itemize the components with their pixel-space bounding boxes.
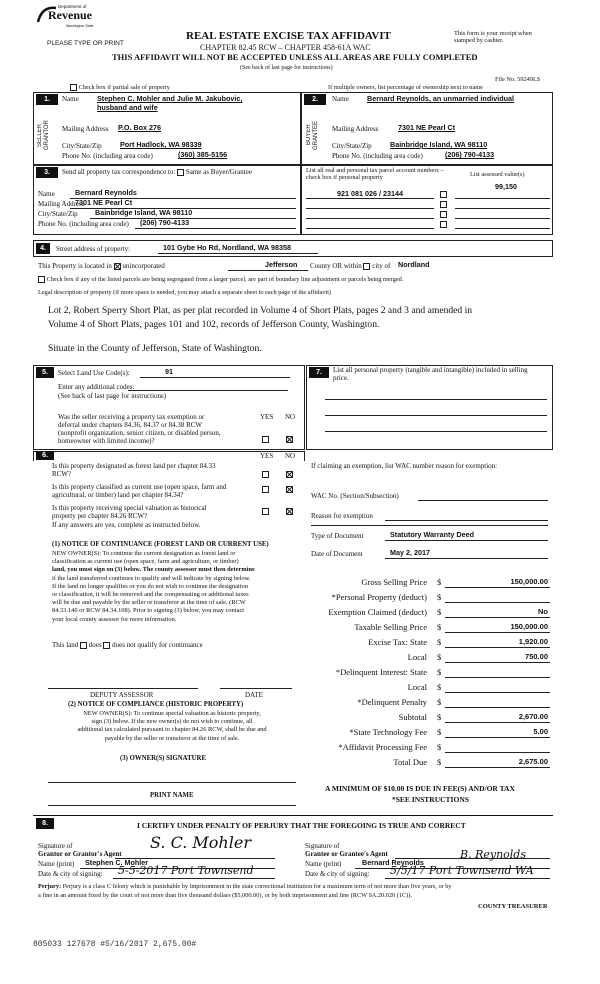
notice1-body: NEW OWNER(S): To continue the current designation as forest land or classification as current use (open space, farm and agriculture, or timber) land, you must sign on (3) below. The county assessor must then determine if the land transferred continues to qualify and will indicate by signing below. If the land no longer qualifies or you do not wish to continue the designation or classification, it will be removed and the compensating or additional taxes will be due and payable by the seller or transferor at the time of sale. (RCW 84.33.140 or RCW 84.34.108). Prior to signing (3) below, you may contact your local county assessor for more information. [52, 550, 255, 623]
segregated-line: Check box if any of the listed parcels are being segregated from a larger parcel, are part of boundary line adjustment or parcels being merged. [38, 276, 403, 283]
tax-exemption-value[interactable]: No [538, 607, 548, 616]
doc-date[interactable]: May 2, 2017 [390, 548, 430, 557]
tax-gross-label: Gross Selling Price [361, 577, 427, 587]
doc-type[interactable]: Statutory Warranty Deed [390, 530, 475, 539]
parcel-number[interactable]: 921 081 026 / 23144 [337, 189, 403, 198]
dollar-sign: $ [437, 667, 442, 677]
dollar-sign: $ [437, 697, 442, 707]
tax-penalty-label: *Delinquent Penalty [357, 697, 427, 707]
notice1-title: (1) NOTICE OF CONTINUANCE (FOREST LAND OR CURRENT USE) [52, 541, 269, 548]
date-label: DATE [245, 691, 263, 699]
tax-line [445, 737, 550, 738]
deputy-assessor-label: DEPUTY ASSESSOR [90, 691, 154, 699]
tax-tech-value[interactable]: 5.00 [533, 727, 548, 736]
exemption-q2: deferral under chapters 84.36, 84.37 or 84.38 RCW [58, 421, 203, 429]
doc-date-label: Date of Document [311, 550, 363, 558]
forest-yes-checkbox[interactable] [262, 471, 269, 478]
dollar-sign: $ [437, 622, 442, 632]
current-use-qb: agricultural, or timber) land per chapter 84.34? [52, 491, 184, 499]
seller-name-label: Name [62, 95, 79, 103]
seller-mail[interactable]: P.O. Box 276 [118, 123, 162, 132]
notice2-body: NEW OWNER(S): To continue special valuation as historic property, sign (3) below. If the new owner(s) do not wish to continue, all additional tax calculated pursuant to chapter 84.26 RCW, shall be due and payable by the seller or transferor at the time of sale. [77, 710, 267, 742]
same-as-buyer-checkbox[interactable] [177, 169, 184, 176]
grantor-name-label: Name (print) [38, 860, 75, 868]
land-use-see-back: (See back of last page for instructions) [58, 392, 167, 400]
assessed-value[interactable]: 99,150 [495, 182, 517, 191]
segregated-checkbox[interactable] [38, 276, 45, 283]
historic-yes-checkbox[interactable] [262, 508, 269, 515]
parcel-checkbox-1[interactable] [440, 191, 447, 198]
tax-line [445, 647, 550, 648]
dollar-sign: $ [437, 637, 442, 647]
tax-line [445, 662, 550, 663]
buyer-vertical-label: BUYER GRANTEE [306, 120, 319, 150]
corr-mail[interactable]: 7301 NE Pearl Ct [75, 198, 133, 207]
section-1-number: 1. [36, 94, 58, 105]
dollar-sign: $ [437, 652, 442, 662]
buyer-name[interactable]: Bernard Reynolds, an unmarried individual [367, 94, 514, 103]
personal-prop-label-1: List all personal property (tangible and intangible) included in selling [333, 366, 528, 374]
forest-q1: Is this property designated as forest land per chapter 84.33 [52, 462, 216, 470]
seller-name-2[interactable]: husband and wife [97, 103, 158, 112]
tax-line [445, 602, 550, 603]
tax-taxable-value[interactable]: 150,000.00 [510, 622, 548, 631]
multiple-owners-note: If multiple owners, list percentage of ownership next to name [328, 84, 483, 91]
seller-phone-label: Phone No. (including area code) [62, 152, 153, 160]
street-address[interactable]: 101 Gybe Ho Rd, Nordland, WA 98358 [163, 243, 291, 252]
city-line: County OR within city of [310, 262, 391, 270]
located-line: This Property is located in unincorporated [38, 262, 165, 270]
notice2-title: (2) NOTICE OF COMPLIANCE (HISTORIC PROPERTY) [68, 701, 244, 708]
partial-sale-checkbox[interactable] [70, 84, 77, 91]
wac-label: WAC No. (Section/Subsection) [311, 492, 399, 500]
forest-no-checkbox[interactable] [286, 471, 293, 478]
grantor-sig-label-1: Signature of [38, 842, 73, 850]
grantor-signature[interactable]: S. C. Mohler [150, 833, 251, 852]
exemption-q1: Was the seller receiving a property tax exemption or [58, 413, 205, 421]
logo-dept: Department of [58, 4, 87, 9]
dollar-sign: $ [437, 577, 442, 587]
tax-tech-label: *State Technology Fee [349, 727, 427, 737]
correspondence-label: Send all property tax correspondence to: Same as Buyer/Grantee [62, 168, 252, 176]
grantee-label: Grantee or Grantee's Agent [305, 850, 388, 858]
corr-city-label: City/State/Zip [38, 210, 78, 218]
grantee-date-label: Date & city of signing: [305, 870, 370, 878]
dollar-sign: $ [437, 727, 442, 737]
legal-description-1: Lot 2, Robert Sperry Short Plat, as per plat recorded in Volume 4 of Short Plats, pages 2 and 3 and amended in [48, 305, 473, 316]
section-6-number: 6. [36, 451, 54, 460]
buyer-name-label: Name [332, 95, 349, 103]
tax-subtotal-value[interactable]: 2,670.00 [518, 712, 548, 721]
seller-vertical-label: SELLER GRANTOR [37, 120, 50, 150]
not-accepted-notice: THIS AFFIDAVIT WILL NOT BE ACCEPTED UNLESS ALL AREAS ARE FULLY COMPLETED [112, 52, 478, 62]
grantee-name-label: Name (print) [305, 860, 342, 868]
dollar-sign: $ [437, 682, 442, 692]
buyer-mail-label: Mailing Address [332, 125, 379, 133]
section6-yes: YES [260, 452, 274, 460]
if-yes: If any answers are yes, complete as instructed below. [52, 521, 201, 529]
tax-local-value[interactable]: 750.00 [525, 652, 548, 661]
historic-qb: property per chapter 84.26 RCW? [52, 512, 148, 520]
tax-taxable-label: Taxable Selling Price [354, 622, 427, 632]
exemption-yes-checkbox[interactable] [262, 436, 269, 443]
tax-total-label: Total Due [393, 757, 427, 767]
tax-excise-state-label: Excise Tax: State [368, 637, 427, 647]
tax-personal-label: *Personal Property (deduct) [331, 592, 427, 602]
file-number: File No. 59249LS [495, 76, 541, 83]
partial-sale: Check box if partial sale of property [70, 84, 170, 91]
owner-signature-label: (3) OWNER(S) SIGNATURE [120, 755, 206, 762]
street-label: Street address of property: [56, 245, 131, 253]
tax-subtotal-label: Subtotal [398, 712, 427, 722]
grantee-date-city[interactable]: 5/5/17 Port Townsend WA [390, 864, 534, 877]
legal-description-2: Volume 4 of Short Plats, pages 101 and 102, records of Jefferson County, Washington. [48, 319, 380, 330]
certify-text: I CERTIFY UNDER PENALTY OF PERJURY THAT THE FOREGOING IS TRUE AND CORRECT [137, 821, 466, 830]
tax-line [445, 752, 550, 753]
dollar-sign: $ [437, 742, 442, 752]
reason-label: Reason for exemption [311, 512, 373, 520]
exemption-q3: (nonprofit organization, senior citizen, or disabled person, [58, 429, 221, 437]
grantee-name[interactable]: Bernard Reynolds [362, 858, 424, 867]
tax-line [445, 677, 550, 678]
form-chapter: CHAPTER 82.45 RCW – CHAPTER 458-61A WAC [200, 43, 371, 52]
please-type: PLEASE TYPE OR PRINT [47, 40, 124, 47]
enter-any-label: Enter any additional codes: [58, 383, 135, 391]
logo-state: Washington State [66, 24, 94, 28]
section-2-number: 2. [304, 94, 326, 105]
dollar-sign: $ [437, 592, 442, 602]
land-use-no: NO [285, 413, 296, 421]
corr-phone-label: Phone No. (including area code) [38, 220, 129, 228]
logo-revenue: Revenue [48, 8, 92, 22]
section-7-number: 7. [309, 367, 329, 378]
corr-phone[interactable]: (206) 790-4133 [140, 218, 190, 227]
cashier-stamp: 805033 127678 #5/16/2017 2,675.00# [33, 940, 197, 949]
perjury-line-1: Perjury: Perjury is a class C felony which is punishable by imprisonment in the state correctional institution for a maximum term of not more than five years, or by [38, 883, 452, 890]
section-8-number: 8. [36, 818, 54, 829]
does-checkbox[interactable] [80, 642, 87, 649]
corr-name-label: Name [38, 190, 55, 198]
personal-prop-label-2: price. [333, 374, 349, 382]
seller-city[interactable]: Port Hadlock, WA 98339 [120, 140, 202, 149]
section6-no: NO [285, 452, 296, 460]
dor-logo [36, 4, 96, 30]
city-name[interactable]: Nordland [398, 260, 430, 269]
tax-gross-value[interactable]: 150,000.00 [510, 577, 548, 586]
minimum-due: A MINIMUM OF $10.00 IS DUE IN FEE(S) AND/OR TAX [325, 784, 515, 793]
section-4-number: 4. [36, 243, 50, 254]
tax-exemption-label: Exemption Claimed (deduct) [328, 607, 427, 617]
parcel-label: List all real and personal tax parcel account numbers – check box if personal property [306, 167, 444, 182]
dollar-sign: $ [437, 712, 442, 722]
corr-mail-label: Mailing Address [38, 200, 85, 208]
legal-label: Legal description of property (if more space is needed, you may attach a separate sheet to each page of the affidavit) [38, 289, 332, 296]
tax-line [445, 692, 550, 693]
land-use-yes: YES [260, 413, 274, 421]
buyer-city-label: City/State/Zip [332, 142, 372, 150]
assessed-label: List assessed value(s) [470, 171, 525, 178]
buyer-phone-label: Phone No. (including area code) [332, 152, 423, 160]
current-use-no-checkbox[interactable] [286, 486, 293, 493]
county-name[interactable]: Jefferson [265, 260, 298, 269]
city-checkbox[interactable] [363, 263, 370, 270]
parcel-checkbox-4[interactable] [440, 221, 447, 228]
buyer-city[interactable]: Bainbridge Island, WA 98110 [390, 140, 488, 149]
parcel-checkbox-3[interactable] [440, 211, 447, 218]
grantor-name[interactable]: Stephen C. Mohler [85, 858, 149, 867]
grantee-sig-label-1: Signature of [305, 842, 340, 850]
dollar-sign: $ [437, 607, 442, 617]
dollar-sign: $ [437, 757, 442, 767]
doc-type-label: Type of Document [311, 532, 364, 540]
land-use-code[interactable]: 91 [165, 367, 173, 376]
buyer-mail[interactable]: 7301 NE Pearl Ct [398, 123, 456, 132]
current-use-yes-checkbox[interactable] [262, 486, 269, 493]
tax-delinq-state-label: *Delinquent Interest: State [335, 667, 427, 677]
tax-line [445, 587, 550, 588]
this-land-line: This land does does not qualify for continuance [52, 641, 203, 649]
tax-line [445, 767, 550, 768]
grantor-label: Grantor or Grantor's Agent [38, 850, 122, 858]
situate-text: Situate in the County of Jefferson, State of Washington. [48, 343, 262, 354]
corr-name[interactable]: Bernard Reynolds [75, 188, 137, 197]
historic-q: Is this property receiving special valuation as historical [52, 504, 207, 512]
seller-city-label: City/State/Zip [62, 142, 102, 150]
grantee-signature[interactable]: B. Reynolds [460, 848, 526, 861]
receipt-note: This form is your receipt when stamped by cashier. [454, 30, 532, 45]
tax-line [445, 722, 550, 723]
form-title: REAL ESTATE EXCISE TAX AFFIDAVIT [186, 30, 391, 42]
claiming-exemption: If claiming an exemption, list WAC number reason for exemption: [311, 462, 498, 470]
unincorporated-checkbox[interactable] [114, 263, 121, 270]
section-3-number: 3. [36, 167, 58, 178]
buyer-phone[interactable]: (206) 790-4133 [445, 150, 495, 159]
corr-city[interactable]: Bainbridge Island, WA 98110 [95, 208, 193, 217]
tax-local-label: Local [407, 652, 427, 662]
see-instructions: *SEE INSTRUCTIONS [392, 795, 469, 804]
forest-q1b: RCW? [52, 470, 72, 478]
exemption-no-checkbox[interactable] [286, 436, 293, 443]
grantor-date-city[interactable]: 5-5-2017 Port Townsend [118, 864, 254, 877]
see-back: (See back of last page for instructions) [240, 65, 333, 71]
historic-no-checkbox[interactable] [286, 508, 293, 515]
grantor-date-label: Date & city of signing: [38, 870, 103, 878]
print-name-label: PRINT NAME [150, 792, 194, 799]
tax-line [445, 632, 550, 633]
current-use-q: Is this property classified as current use (open space, farm and [52, 483, 227, 491]
tax-line [445, 617, 550, 618]
parcel-checkbox-2[interactable] [440, 201, 447, 208]
seller-mail-label: Mailing Address [62, 125, 109, 133]
tax-excise-state-value[interactable]: 1,920.00 [518, 637, 548, 646]
tax-delinq-local-label: Local [407, 682, 427, 692]
exemption-q4: homeowner with limited income)? [58, 437, 155, 445]
tax-line [445, 707, 550, 708]
section-5-number: 5. [36, 367, 54, 378]
tax-affidavit-label: *Affidavit Processing Fee [338, 742, 427, 752]
land-use-label: Select Land Use Code(s): [58, 369, 130, 377]
county-treasurer: COUNTY TREASURER [478, 903, 548, 910]
seller-phone[interactable]: (360) 385-5156 [178, 150, 228, 159]
seller-name[interactable]: Stephen C. Mohler and Julie M. Jakubovic, [97, 94, 243, 103]
tax-total-value[interactable]: 2,675.00 [518, 757, 548, 766]
perjury-line-2: a fine in an amount fixed by the court of not more than five thousand dollars ($5,000.00), or by both imprisonment and fine (RCW 9A.20.020 (1C)). [38, 892, 412, 899]
does-not-checkbox[interactable] [103, 642, 110, 649]
